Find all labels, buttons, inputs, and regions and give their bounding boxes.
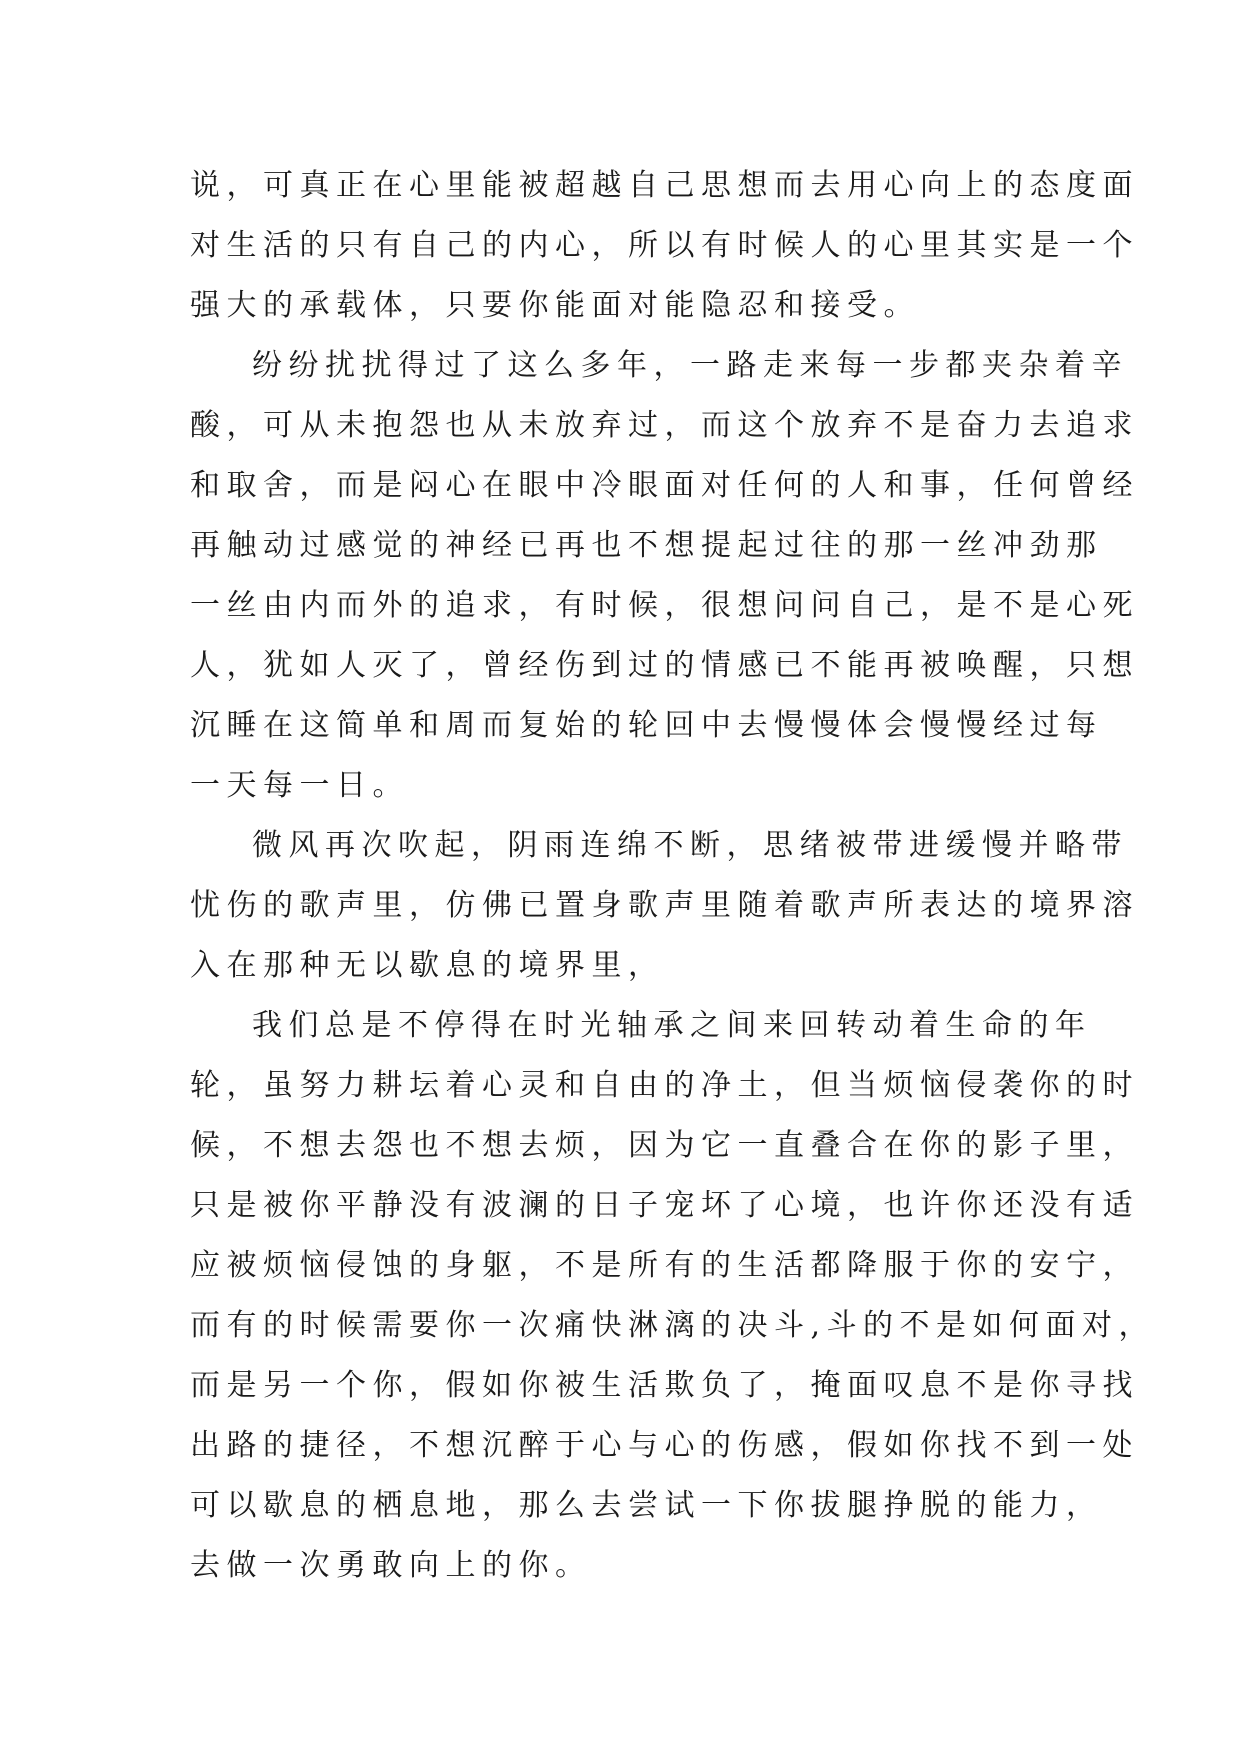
text-line: 候，不想去怨也不想去烦，因为它一直叠合在你的影子里， bbox=[190, 1128, 1139, 1163]
text-line: 强大的承载体，只要你能面对能隐忍和接受。 bbox=[190, 288, 920, 323]
text-line: 入在那种无以歇息的境界里， bbox=[190, 948, 665, 983]
text-line: 和取舍，而是闷心在眼中冷眼面对任何的人和事，任何曾经 bbox=[190, 468, 1139, 503]
body-text bbox=[190, 156, 1156, 1596]
paragraph-first-line: 微风再次吹起，阴雨连绵不断，思绪被带进缓慢并略带 bbox=[252, 828, 1128, 863]
text-line: 出路的捷径，不想沉醉于心与心的伤感，假如你找不到一处 bbox=[190, 1428, 1139, 1463]
text-line: 应被烦恼侵蚀的身躯，不是所有的生活都降服于你的安宁， bbox=[190, 1248, 1139, 1283]
text-line: 去做一次勇敢向上的你。 bbox=[190, 1548, 592, 1583]
paragraph-first-line: 纷纷扰扰得过了这么多年，一路走来每一步都夹杂着辛 bbox=[252, 348, 1128, 383]
text-line: 沉睡在这简单和周而复始的轮回中去慢慢体会慢慢经过每 bbox=[190, 708, 1103, 743]
text-line: 对生活的只有自己的内心，所以有时候人的心里其实是一个 bbox=[190, 228, 1139, 263]
text-line: 轮，虽努力耕坛着心灵和自由的净土，但当烦恼侵袭你的时 bbox=[190, 1068, 1139, 1103]
text-line: 可以歇息的栖息地，那么去尝试一下你拔腿挣脱的能力， bbox=[190, 1488, 1103, 1523]
text-line: 酸，可从未抱怨也从未放弃过，而这个放弃不是奋力去追求 bbox=[190, 408, 1139, 443]
text-line: 忧伤的歌声里，仿佛已置身歌声里随着歌声所表达的境界溶 bbox=[190, 888, 1139, 923]
text-line: 人，犹如人灭了，曾经伤到过的情感已不能再被唤醒，只想 bbox=[190, 648, 1139, 683]
text-line: 一天每一日。 bbox=[190, 768, 409, 803]
text-line: 只是被你平静没有波澜的日子宠坏了心境，也许你还没有适 bbox=[190, 1188, 1139, 1223]
text-line: 再触动过感觉的神经已再也不想提起过往的那一丝冲劲那 bbox=[190, 528, 1103, 563]
paragraph-first-line: 我们总是不停得在时光轴承之间来回转动着生命的年 bbox=[252, 1008, 1092, 1043]
text-line: 一丝由内而外的追求，有时候，很想问问自己，是不是心死 bbox=[190, 588, 1139, 623]
text-line: 说，可真正在心里能被超越自己思想而去用心向上的态度面 bbox=[190, 168, 1139, 203]
text-line: 而是另一个你，假如你被生活欺负了，掩面叹息不是你寻找 bbox=[190, 1368, 1139, 1403]
text-line: 而有的时候需要你一次痛快淋漓的决斗,斗的不是如何面对， bbox=[190, 1308, 1156, 1343]
